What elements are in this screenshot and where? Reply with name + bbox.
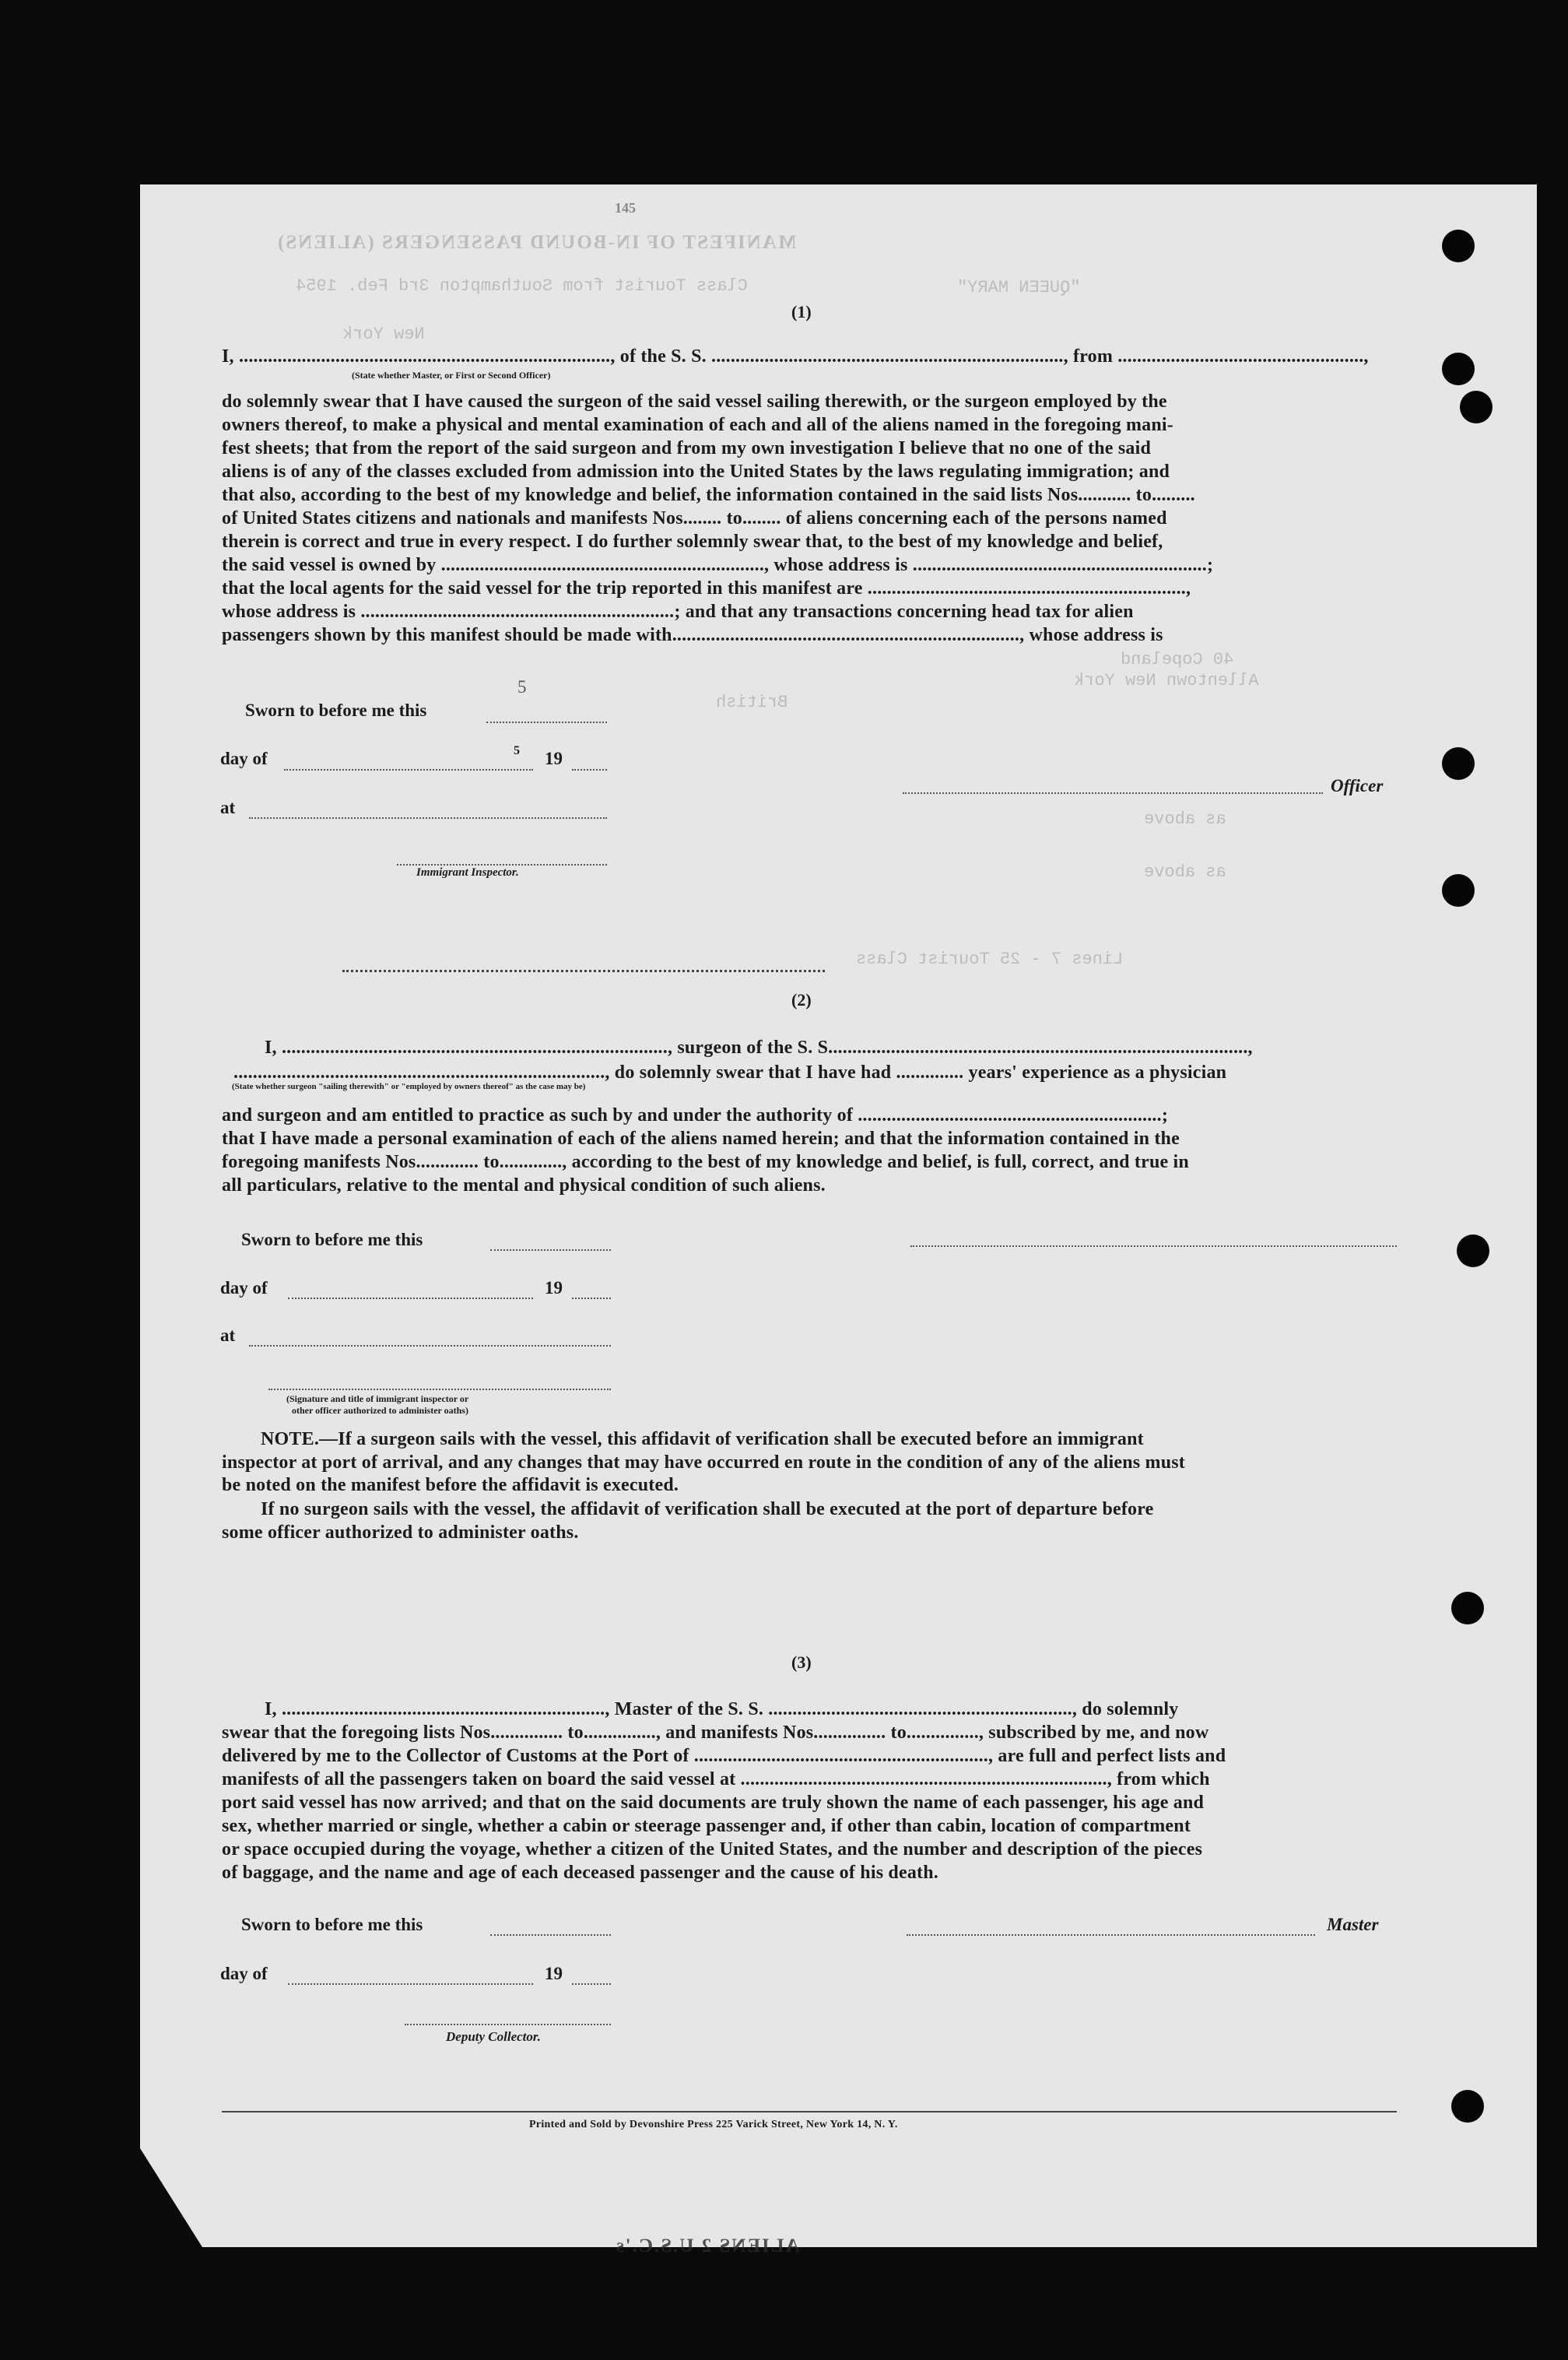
section-3-label: (3) bbox=[791, 1652, 812, 1672]
affidavit3-body-3: manifests of all the passengers taken on board the said vessel at ............................................................................, from which bbox=[222, 1769, 1210, 1789]
inspector-signature-line bbox=[397, 864, 607, 866]
affidavit1-dayof-line bbox=[284, 769, 533, 771]
affidavit2-at-line bbox=[249, 1345, 611, 1347]
affidavit3-sworn-line bbox=[490, 1934, 611, 1936]
punch-hole-3 bbox=[1460, 391, 1493, 423]
note-line-2: be noted on the manifest before the affidavit is executed. bbox=[222, 1475, 679, 1495]
affidavit2-sig-caption-2: other officer authorized to administer oaths) bbox=[292, 1405, 468, 1416]
ghost-bottom-stamp: ALIENS 2 U.S.C.'s bbox=[615, 2235, 800, 2256]
affidavit1-body-8: that the local agents for the said vessel for the trip reported in this manifest are .................................................................., bbox=[222, 578, 1191, 599]
officer-signature-line bbox=[903, 792, 1323, 794]
affidavit1-sworn-label: Sworn to before me this bbox=[245, 701, 427, 720]
affidavit1-body-0: do solemnly swear that I have caused the surgeon of the said vessel sailing therewith, or the surgeon employed by the bbox=[222, 392, 1167, 412]
punch-hole-4 bbox=[1442, 747, 1475, 780]
affidavit1-body-1: owners thereof, to make a physical and mental examination of each and all of the aliens named in the foregoing mani- bbox=[222, 415, 1173, 435]
punch-hole-1 bbox=[1442, 230, 1475, 262]
section-divider-1 bbox=[342, 970, 825, 972]
printer-imprint: Printed and Sold by Devonshire Press 225 Varick Street, New York 14, N. Y. bbox=[529, 2119, 898, 2130]
affidavit1-body-9: whose address is .................................................................; and that any transactions concerning head tax for alien bbox=[222, 602, 1134, 622]
inspector-caption: Immigrant Inspector. bbox=[416, 866, 519, 879]
affidavit3-year-line bbox=[572, 1983, 611, 1985]
ghost-agent-3: British bbox=[716, 693, 788, 712]
top-number: 145 bbox=[615, 200, 636, 216]
affidavit1-body-2: fest sheets; that from the report of the said surgeon and from my own investigation I believe that no one of the said bbox=[222, 438, 1152, 458]
affidavit2-body-3: all particulars, relative to the mental and physical condition of such aliens. bbox=[222, 1175, 826, 1196]
affidavit1-dayof-label: day of bbox=[220, 749, 268, 768]
affidavit1-body-7: the said vessel is owned by ..................................................................., whose address is .............................................................; bbox=[222, 555, 1214, 575]
affidavit3-body-7: of baggage, and the name and age of each deceased passenger and the cause of his death. bbox=[222, 1863, 938, 1883]
affidavit3-year: 19 bbox=[545, 1964, 563, 1983]
affidavit2-sig-caption-1: (Signature and title of immigrant inspector or bbox=[286, 1393, 469, 1404]
affidavit1-sworn-line bbox=[486, 722, 607, 723]
affidavit3-dayof-line bbox=[288, 1983, 533, 1985]
affidavit1-at-line bbox=[249, 817, 607, 819]
master-caption: (State whether Master, or First or Second Officer) bbox=[352, 370, 551, 381]
affidavit1-body-5: of United States citizens and nationals and manifests Nos........ to........ of aliens concerning each of the persons named bbox=[222, 508, 1167, 529]
punch-hole-2 bbox=[1442, 353, 1475, 385]
note-line-3: If no surgeon sails with the vessel, the affidavit of verification shall be executed at the port of departure before bbox=[261, 1499, 1154, 1519]
affidavit2-inspector-line bbox=[268, 1389, 611, 1390]
punch-hole-7 bbox=[1451, 1592, 1484, 1624]
affidavit2-dayof-label: day of bbox=[220, 1278, 268, 1298]
affidavit3-body-6: or space occupied during the voyage, whether a citizen of the United States, and the number and description of the pieces bbox=[222, 1839, 1203, 1860]
affidavit3-body-2: delivered by me to the Collector of Customs at the Port of ............................................................., are full and perfect lists and bbox=[222, 1746, 1226, 1766]
punch-hole-5 bbox=[1442, 874, 1475, 907]
affidavit2-sworn-label: Sworn to before me this bbox=[241, 1230, 423, 1249]
affidavit1-at-label: at bbox=[220, 798, 236, 817]
punch-hole-6 bbox=[1457, 1234, 1489, 1267]
ghost-line-note: Lines 7 - 25 Tourist Class bbox=[856, 950, 1124, 969]
footer-rule bbox=[222, 2111, 1397, 2112]
ghost-agent-1: 40 Copeland bbox=[1121, 650, 1234, 669]
ghost-line-1: Class Tourist from Southampton 3rd Feb. 1954 bbox=[296, 276, 748, 296]
affidavit3-dayof-label: day of bbox=[220, 1964, 268, 1983]
affidavit1-year: 19 bbox=[545, 749, 563, 768]
affidavit1-body-3: aliens is of any of the classes excluded from admission into the United States by the laws regulating immigration; and bbox=[222, 462, 1170, 482]
ghost-agent-4: as above bbox=[1144, 809, 1226, 829]
affidavit3-body-1: swear that the foregoing lists Nos............... to..............., and manifests Nos............... to..............., subscribed by me, and now bbox=[222, 1723, 1209, 1743]
affidavit2-year-line bbox=[572, 1298, 611, 1299]
ghost-agent-5: as above bbox=[1144, 862, 1226, 882]
affidavit1-body-10: passengers shown by this manifest should be made with........................................................................, whose address is bbox=[222, 625, 1163, 645]
affidavit2-line-i: I, ................................................................................, surgeon of the S. S......................................................................................., bbox=[265, 1038, 1253, 1058]
affidavit2-signature-line bbox=[910, 1245, 1397, 1247]
affidavit2-at-label: at bbox=[220, 1326, 236, 1345]
affidavit2-caption: (State whether surgeon "sailing therewith" or "employed by owners thereof" as the case may be) bbox=[232, 1082, 586, 1091]
deputy-signature-line bbox=[405, 2024, 611, 2025]
affidavit2-line-b: ............................................................................., do solemnly swear that I have had .............. years' experience as a physician bbox=[233, 1062, 1227, 1083]
affidavit2-year: 19 bbox=[545, 1278, 563, 1298]
affidavit2-body-1: that I have made a personal examination of each of the aliens named herein; and that the information contained in the bbox=[222, 1129, 1180, 1149]
affidavit3-body-0: I, ..................................................................., Master of the S. S. ..............................................................., do solemnly bbox=[265, 1699, 1179, 1719]
affidavit1-sworn-day: 5 bbox=[517, 677, 527, 697]
affidavit2-sworn-line bbox=[490, 1249, 611, 1251]
note-line-4: some officer authorized to administer oaths. bbox=[222, 1522, 579, 1543]
affidavit3-body-5: sex, whether married or single, whether a cabin or steerage passenger and, if other than cabin, location of compartment bbox=[222, 1816, 1191, 1836]
section-2-label: (2) bbox=[791, 990, 812, 1010]
deputy-caption: Deputy Collector. bbox=[446, 2029, 541, 2044]
folded-corner bbox=[140, 2148, 202, 2247]
affidavit2-body-2: foregoing manifests Nos............. to............., according to the best of my knowledge and belief, is full, correct, and true in bbox=[222, 1152, 1189, 1172]
punch-hole-8 bbox=[1451, 2090, 1484, 2123]
affidavit1-year-line bbox=[572, 769, 607, 771]
officer-label: Officer bbox=[1331, 776, 1384, 795]
master-label: Master bbox=[1327, 1915, 1379, 1934]
note-line-1: inspector at port of arrival, and any changes that may have occurred en route in the condition of any of the aliens must bbox=[222, 1452, 1185, 1473]
affidavit2-dayof-line bbox=[288, 1298, 533, 1299]
affidavit1-body-6: therein is correct and true in every respect. I do further solemnly swear that, to the best of my knowledge and belief, bbox=[222, 532, 1163, 552]
affidavit2-body-0: and surgeon and am entitled to practice as such by and under the authority of ...............................................................; bbox=[222, 1105, 1169, 1126]
note-line-0: NOTE.—If a surgeon sails with the vessel, this affidavit of verification shall be executed before an immigrant bbox=[261, 1429, 1144, 1449]
ghost-line-3: "QUEEN MARY" bbox=[957, 278, 1081, 297]
master-signature-line bbox=[907, 1934, 1315, 1936]
section-1-label: (1) bbox=[791, 302, 812, 321]
ghost-line-2: New York bbox=[342, 325, 425, 344]
ghost-agent-2: Allentown New York bbox=[1074, 671, 1259, 690]
affidavit3-body-4: port said vessel has now arrived; and that on the said documents are truly shown the name of each passenger, his age and bbox=[222, 1793, 1205, 1813]
affidavit3-sworn-label: Sworn to before me this bbox=[241, 1915, 423, 1934]
ghost-manifest-title: MANIFEST OF IN-BOUND PASSENGERS (ALIENS) bbox=[276, 232, 797, 253]
affidavit1-body-4: that also, according to the best of my knowledge and belief, the information contained in the said lists Nos........... to......... bbox=[222, 485, 1195, 505]
affidavit1-line-i: I, ............................................................................., of the S. S. ........................................................................., from ..................................................., bbox=[222, 346, 1369, 367]
affidavit1-month: 5 bbox=[514, 744, 520, 757]
